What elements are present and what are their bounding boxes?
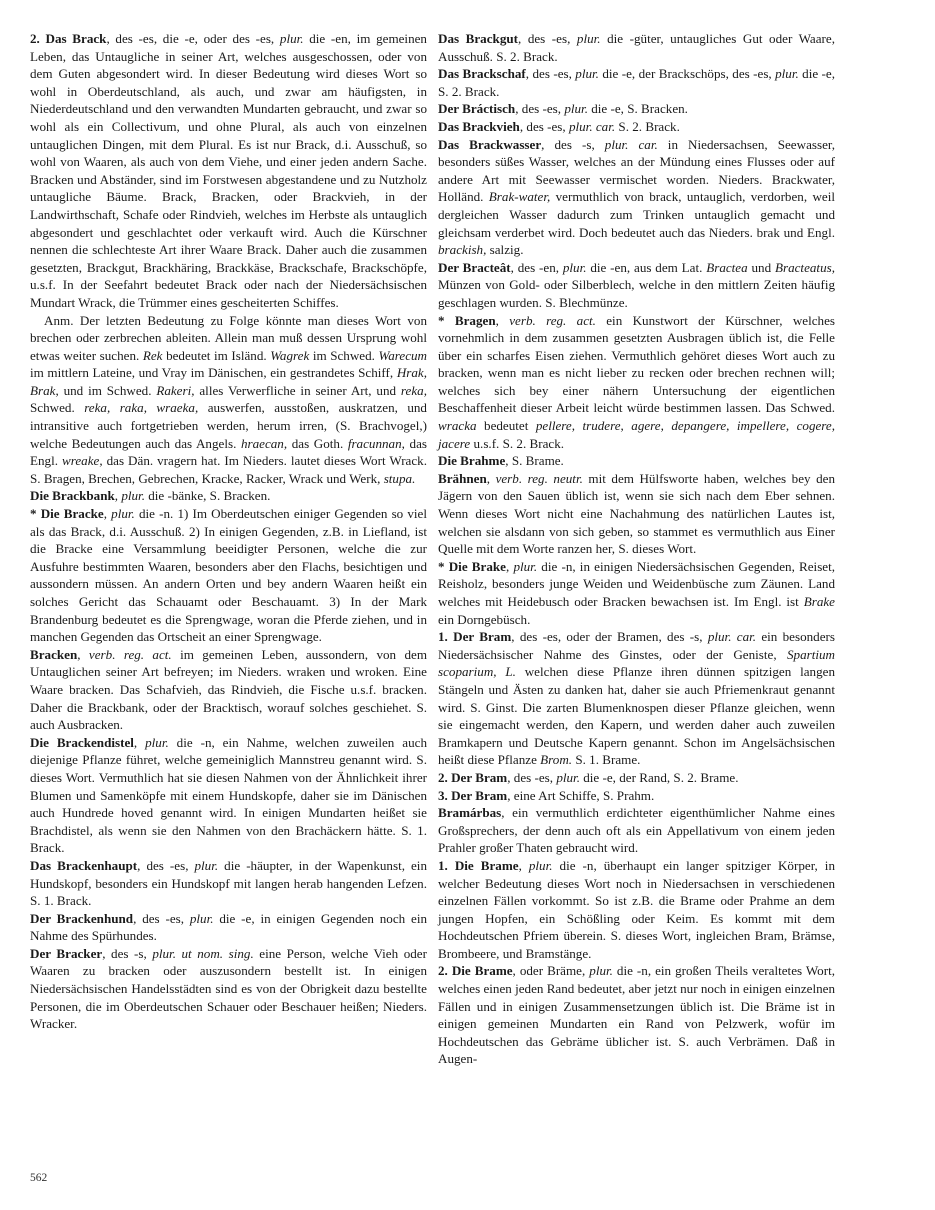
entry-das-brackwasser: Das Brackwasser, des -s, plur. car. in Niedersachsen, Seewasser, besonders süßes Wasser, welches an der Mündung eines Flusses oder auf andere Art mit Seewasser vermischet worden. Nieders. Brackwater, Holländ. Brak-water, vermuthlich von brack, untauglich, verdorben, weil dergleichen Wasser dadurch zum Trinken untauglich gemacht und gleichsam verderbet wird. Doch bedeutet auch das Nieders. brak und Engl. brackish, salzig. (438, 136, 835, 258)
entry-das-brack-2: 2. Das Brack, des -es, die -e, oder des -es, plur. die -en, im gemeinen Leben, das Untaugliche in seiner Art, welches ausgeschossen, oder von dem Guten abgesondert wird. In dieser Bedeutung wird dieses Wort so wohl in Oberdeutschland, als auch, und zwar am häufigsten, in Niederdeutschland und den verwandten Mundarten gebraucht, und zwar so wohl als ein Collectivum, und ohne Plural, als auch von einzelnen untauglichen Dingen, mit dem Plural. Es ist nur Brack, d.i. Ausschuß, so wohl von Waaren, als auch von dem Viehe, und einer jeden andern Sache. Bracken und Abständer, sind im Forstwesen abgestandene und zu Nutzholz untaugliche Bäume. Brack, Bracken, oder Brackvieh, in der Landwirthschaft, Schafe oder Rindvieh, welches im Herbste als untauglich abgesondert und geschlachtet oder verkauft wird. Auch die Kürschner nennen die schlechteste Art ihrer Waare Brack. Daher auch die zusammen gesetzten, Brackgut, Brackhäring, Brackkäse, Brackschafe, Brackschöpfe, u.s.f. In der Seefahrt bedeutet Brack oder nach der Niedersächsischen Mundart Wrack, die Trümmer eines gescheiterten Schiffes. (30, 31, 427, 310)
entry-lemma: Brähnen (438, 470, 487, 486)
entry-der-bracktisch: Der Bráctisch, des -es, plur. die -e, S. Bracken. (438, 101, 688, 117)
grammar-note: plur. (589, 963, 613, 979)
entry-bracken: Bracken, verb. reg. act. im gemeinen Leben, aussondern, von dem Untauglichen seiner Art befreyen; im Nieders. wraken und wroken. Eine Waare bracken. Das Schafvieh, das Rindvieh, die Fische u.s.f. bracken. Daher die Brackbank, oder der Bracktisch, worauf solches geschiehet. S. auch Ausbracken. (30, 646, 427, 733)
entry-lemma: Die Brackbank (30, 488, 115, 504)
grammar-note: plur. (575, 66, 599, 82)
entry-der-bram-1: 1. Der Bram, des -es, oder der Bramen, des -s, plur. car. ein besonders Niedersächsischer Nahme des Ginstes, oder der Geniste, Spartium scoparium, L. welchen diese Pflanze ihren dünnen spitzigen langen Stängeln und Ästen zu danken hat, daher sie auch Pfriemenkraut genannt wird. S. Ginst. Die zarten Blumenknospen dieser Pflanze gleichen, wenn sie eingemacht werden, den Kapern, und werden daher auch zuweilen Bramkapern und Deutsche Kapern genannt. Schon im Angelsächsischen heißt diese Pflanze Brom. S. 1. Brame. (438, 629, 836, 768)
grammar-note: plur. (775, 66, 799, 82)
entry-die-brake: * Die Brake, plur. die -n, in einigen Niedersächsischen Gegenden, Reiset, Reisholz, besonders junge Weiden und Weidenbüsche zum Zäunen. Land welches mit Heidebusch oder Bracken bewachsen ist. Im Engl. ist Brake ein Dorngebüsch. (438, 558, 836, 627)
entry-die-brame-2: 2. Die Brame, oder Bräme, plur. die -n, ein großen Theils veraltetes Wort, welches einen jeden Rand bedeutet, aber jetzt nur noch in einigen einzelnen Fällen und in einigen Zusammensetzungen üblich ist. Die Bräme ist in einigen gemeinen Mundarten ein Rand von Pelzwerk, wofür im Hochdeutschen das Gebräme üblicher ist. S. auch Verbrämen. Daß in Augen- (438, 963, 836, 1067)
grammar-note: plur. car. (604, 136, 658, 152)
grammar-note: plur. (562, 259, 587, 275)
entry-das-brackvieh: Das Brackvieh, des -es, plur. car. S. 2. Brack. (438, 118, 680, 134)
entry-lemma: 3. Der Bram (438, 787, 508, 803)
entry-lemma: 1. Die Brame (438, 857, 519, 873)
entry-lemma: 2. Das Brack (30, 31, 107, 46)
entry-die-bracke: * Die Bracke, plur. die -n. 1) Im Oberdeutschen einiger Gegenden so viel als das Brack, d.i. Ausschuß. 2) In einigen Gegenden, z.B. in Liefland, ist die Bracke eine Versammlung beeidigter Personen, welche die zur Ausfuhre bestimmten Waaren, besonders aber den Flachs, besichtigen und aussondern müssen. An andern Orten und bey andern Waaren heißt ein solches Gericht das Schauamt oder Beschauamt. 3) In der Mark Brandenburg bedeutet es die Sprengwage, woran die Pferde ziehen, und in manchen Gegenden das Ortscheit an einer Sprengwage. (30, 506, 427, 645)
entry-lemma: Das Brackschaf (438, 66, 526, 82)
entry-lemma: Das Brackwasser (438, 136, 542, 152)
entry-lemma: * Die Bracke (30, 506, 104, 522)
entry-der-bram-3: 3. Der Bram, eine Art Schiffe, S. Prahm. (438, 787, 655, 803)
grammar-note: plur. ut nom. sing. (152, 945, 254, 961)
grammar-note: plur. car. (707, 629, 757, 645)
page-number: 562 (30, 1172, 48, 1184)
grammar-note: plur. (528, 857, 553, 873)
entry-lemma: Der Brackenhund (30, 910, 134, 926)
entry-der-bracteat: Der Bracteât, des -en, plur. die -en, aus dem Lat. Bractea und Bracteatus, Münzen von Gold- oder Silberblech, welche in den mittlern Zeiten häufig geschlagen wurden. S. Blechmünze. (438, 259, 835, 310)
entry-lemma: Der Bracker (30, 945, 103, 961)
grammar-note: plur. (564, 101, 588, 117)
grammar-note: plur. (279, 31, 304, 46)
grammar-note: plur. car. (568, 118, 616, 134)
entry-anmerkung: Anm. Der letzten Bedeutung zu Folge könnte man dieses Wort von brechen oder zerbrechen ableiten. Allein man muß dessen Ursprung wohl etwas weiter suchen. Rek bedeutet im Isländ. Wagrek im Schwed. Warecum im mittlern Lateine, und Vray im Dänischen, ein gestrandetes Schiff, Hrak, Brak, und im Schwed. Rakeri, alles Verwerfliche in seiner Art, und reka, Schwed. reka, raka, wraeka, auswerfen, ausstoßen, auskratzen, und intransitive auch fortgetrieben werden, herum irren, (S. Brachvogel,) welche Bedeutungen auch das Angels. hraecan, das Goth. fracunnan, das Engl. wreake, das Dän. vragern hat. Im Nieders. lautet dieses Wort Wrack. S. Bragen, Brechen, Gebrechen, Kracke, Racker, Wrack und Werk, stupa. (30, 312, 428, 486)
entry-lemma: Bracken (30, 646, 78, 662)
left-column (30, 30, 427, 1033)
entry-die-brame-1: 1. Die Brame, plur. die -n, überhaupt ein langer spitziger Körper, in welcher Bedeutung dieses Wort noch in Niedersachsen in verschiedenen einzelnen Fällen vorkommt. So ist z.B. die Brame oder Prahme an dem jungen Hopfen, ein Schößling oder Keim. Es kommt mit dem Hochdeutschen Pfriem überein. S. dieses Wort, ingleichen Bram, Brämse, Brombeere, und Bramstänge. (438, 857, 835, 961)
entry-lemma: * Die Brake (438, 558, 506, 574)
entry-die-brackbank: Die Brackbank, plur. die -bänke, S. Bracken. (30, 488, 271, 504)
entry-der-bracker: Der Bracker, des -s, plur. ut nom. sing. eine Person, welche Vieh oder Waaren zu bracken oder auszusondern bestellt ist. In einigen Niedersächsischen Handelsstädten sind es von der Obrigkeit dazu bestellte Personen, die im Oberdeutschen Schauer oder Beschauer heißen; Nieders. Wracker. (30, 945, 427, 1032)
entry-lemma: Die Brahme (438, 453, 506, 469)
grammar-note: verb. reg. neutr. (495, 470, 583, 486)
entry-lemma: 2. Die Brame (438, 963, 513, 979)
grammar-note: plur. (145, 734, 169, 750)
entry-lemma: Das Brackenhaupt (30, 857, 138, 873)
entry-lemma: Der Bráctisch (438, 101, 516, 117)
entry-der-brackenhund: Der Brackenhund, des -es, plur. die -e, in einigen Gegenden noch ein Nahme des Spürhundes. (30, 910, 428, 944)
grammar-note: plur. (111, 506, 135, 522)
entry-bragen: * Bragen, verb. reg. act. ein Kunstwort der Kürschner, welches vornehmlich in dem zusammen gesetzten Ausbragen üblich ist, die Felle über ein scharfes Eisen ziehen. Vermuthlich gehöret dieses Wort auch zu bracken, wenn man es nicht lieber zu recken oder brechen rechnen will; welches sich bey einer nähern Untersuchung der eigentlichen Beschaffenheit dieser Arbeit leicht würde bestimmen lassen. Das Schwed. wracka bedeutet pellere, trudere, agere, depangere, impellere, cogere, jacere u.s.f. S. 2. Brack. (438, 312, 836, 451)
entry-lemma: Das Brackgut (438, 31, 519, 46)
entry-bramarbas: Bramárbas, ein vermuthlich erdichteter eigenthümlicher Nahme eines Großsprechers, der denn auch oft als ein Appellativum von einem jeden Prahler großer Thaten gebraucht wird. (438, 805, 835, 856)
entry-der-bram-2: 2. Der Bram, des -es, plur. die -e, der Rand, S. 2. Brame. (438, 769, 739, 785)
grammar-note: plur. (194, 857, 219, 873)
entry-lemma: Die Brackendistel (30, 734, 134, 750)
grammar-note: verb. reg. act. (88, 646, 172, 662)
entry-die-brackendistel: Die Brackendistel, plur. die -n, ein Nahme, welchen zuweilen auch diejenige Pflanze führet, welche gemeiniglich Mannstreu genannt wird. S. dieses Wort. Vermuthlich hat sie diesen Nahmen von der Ähnlichkeit ihrer Blumen und Samenköpfe mit einem Hundskopfe, daher sie im Dänischen auch Hundrede hoved genannt wird. In einigen Mundarten heißet sie Brachdistel, als wenn sie den Nahmen von den Brachäckern hätte. S. 1. Brack. (30, 734, 427, 856)
entry-das-brackenhaupt: Das Brackenhaupt, des -es, plur. die -häupter, in der Wapenkunst, ein Hundskopf, besonders ein Hundskopf mit langen herab hangenden Lefzen. S. 1. Brack. (30, 857, 427, 909)
grammar-note: plur. (576, 31, 601, 46)
entry-das-brackgut: Das Brackgut, des -es, plur. die -güter, untaugliches Gut oder Waare, Ausschuß. S. 2. Brack. (438, 31, 835, 64)
entry-lemma: * Bragen (438, 312, 496, 328)
entry-braehnen: Brähnen, verb. reg. neutr. mit dem Hülfsworte haben, welches bey den Jägern von den Sauen üblich ist, wenn sie sich nach dem Eber sehnen. Wenn dieses Wort nicht eine Nachahmung des natürlichen Lautes ist, welchen sie alsdann von sich geben, so stammet es vermuthlich aus Einer Quelle mit dem Worte ranzen her, S. dieses Wort. (438, 470, 836, 557)
entry-lemma: Der Bracteât (438, 259, 511, 275)
entry-lemma: Bramárbas (438, 805, 502, 821)
right-column (438, 30, 835, 1068)
entry-lemma: Das Brackvieh (438, 118, 520, 134)
entry-lemma: 2. Der Bram (438, 769, 508, 785)
grammar-note: verb. reg. act. (509, 312, 596, 328)
grammar-note: plur. (189, 910, 214, 926)
entry-die-brahme: Die Brahme, S. Brame. (438, 453, 564, 469)
entry-lemma: 1. Der Bram (438, 629, 512, 645)
grammar-note: plur. (556, 769, 580, 785)
grammar-note: plur. (513, 558, 538, 574)
entry-das-brackschaf: Das Brackschaf, des -es, plur. die -e, der Brackschöps, des -es, plur. die -e, S. 2. Brack. (438, 66, 835, 99)
grammar-note: plur. (121, 488, 145, 504)
